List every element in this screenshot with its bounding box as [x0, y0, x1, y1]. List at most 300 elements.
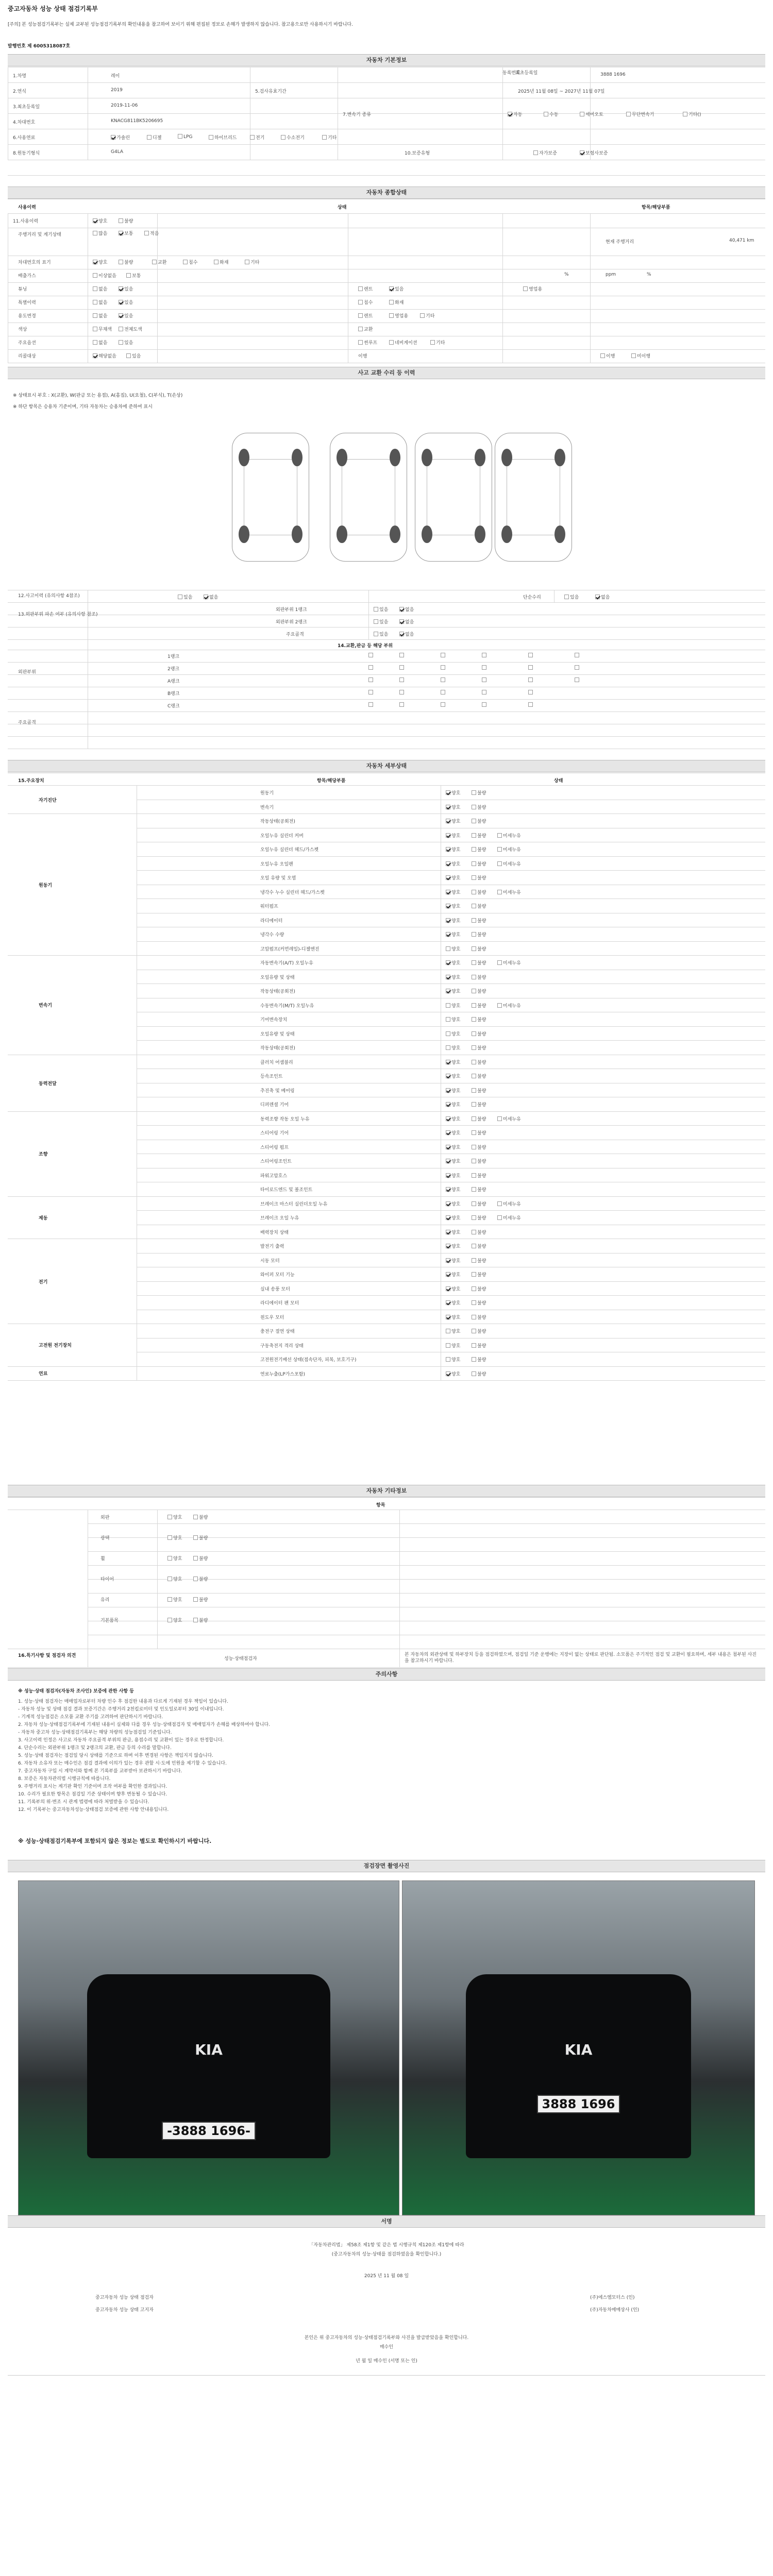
checkbox-box[interactable]: [178, 134, 182, 139]
checkbox-box[interactable]: [472, 1230, 476, 1234]
checkbox-box[interactable]: [472, 1244, 476, 1248]
checkbox-box[interactable]: [193, 1618, 198, 1622]
checkbox-option[interactable]: [93, 339, 107, 346]
checkbox-box[interactable]: [575, 653, 579, 657]
detail-option[interactable]: [472, 945, 486, 952]
detail-option[interactable]: [472, 1356, 486, 1363]
checkbox-option[interactable]: [564, 594, 579, 600]
checkbox-option[interactable]: [399, 618, 414, 625]
checkbox-box[interactable]: [368, 690, 373, 694]
checkbox-box[interactable]: [93, 313, 97, 318]
part-checkbox[interactable]: [528, 677, 534, 683]
checkbox-box[interactable]: [446, 1201, 450, 1206]
detail-option[interactable]: [446, 1200, 460, 1207]
checkbox-box[interactable]: [358, 340, 363, 345]
checkbox-box[interactable]: [472, 861, 476, 866]
checkbox-box[interactable]: [152, 260, 157, 264]
checkbox-box[interactable]: [119, 260, 123, 264]
checkbox-option[interactable]: [245, 259, 259, 265]
checkbox-box[interactable]: [472, 1145, 476, 1149]
detail-option[interactable]: [472, 1257, 486, 1264]
checkbox-box[interactable]: [472, 1357, 476, 1362]
checkbox-option[interactable]: [358, 339, 377, 346]
detail-option[interactable]: [472, 818, 486, 824]
checkbox-box[interactable]: [446, 861, 450, 866]
checkbox-option[interactable]: [119, 312, 133, 319]
checkbox-box[interactable]: [358, 327, 363, 331]
checkbox-box[interactable]: [399, 677, 404, 682]
checkbox-box[interactable]: [626, 112, 631, 116]
checkbox-option[interactable]: [93, 312, 107, 319]
checkbox-box[interactable]: [446, 1244, 450, 1248]
detail-option[interactable]: [472, 988, 486, 994]
detail-option[interactable]: [446, 1229, 460, 1235]
checkbox-box[interactable]: [472, 1329, 476, 1333]
detail-option[interactable]: [446, 931, 460, 938]
detail-option[interactable]: [472, 860, 486, 867]
checkbox-box[interactable]: [93, 273, 97, 278]
checkbox-box[interactable]: [93, 286, 97, 291]
checkbox-option[interactable]: [119, 217, 133, 224]
detail-option[interactable]: [446, 1342, 460, 1349]
detail-option[interactable]: [446, 789, 460, 796]
etc-option[interactable]: [167, 1514, 182, 1520]
checkbox-box[interactable]: [446, 1315, 450, 1319]
checkbox-option[interactable]: [250, 134, 264, 141]
detail-option[interactable]: [472, 917, 486, 924]
checkbox-box[interactable]: [472, 918, 476, 923]
checkbox-box[interactable]: [93, 218, 97, 223]
etc-option[interactable]: [167, 1555, 182, 1562]
checkbox-box[interactable]: [472, 1159, 476, 1163]
checkbox-box[interactable]: [497, 1003, 502, 1008]
checkbox-option[interactable]: [93, 326, 112, 332]
checkbox-box[interactable]: [446, 946, 450, 951]
detail-option[interactable]: [472, 1285, 486, 1292]
detail-option[interactable]: [446, 945, 460, 952]
checkbox-box[interactable]: [446, 975, 450, 979]
etc-option[interactable]: [167, 1617, 182, 1623]
checkbox-box[interactable]: [167, 1577, 172, 1581]
checkbox-option[interactable]: [119, 339, 133, 346]
checkbox-box[interactable]: [497, 1116, 502, 1121]
checkbox-box[interactable]: [446, 1060, 450, 1064]
checkbox-option[interactable]: [580, 149, 608, 156]
part-checkbox[interactable]: [441, 690, 446, 696]
checkbox-option[interactable]: [358, 326, 373, 332]
checkbox-box[interactable]: [446, 1272, 450, 1277]
checkbox-box[interactable]: [472, 1031, 476, 1036]
checkbox-box[interactable]: [631, 353, 636, 358]
detail-option[interactable]: [472, 1299, 486, 1306]
checkbox-box[interactable]: [399, 665, 404, 670]
checkbox-box[interactable]: [482, 702, 486, 707]
checkbox-box[interactable]: [497, 960, 502, 965]
checkbox-box[interactable]: [472, 1088, 476, 1093]
checkbox-box[interactable]: [472, 1116, 476, 1121]
part-checkbox[interactable]: [441, 653, 446, 658]
detail-option[interactable]: [472, 1073, 486, 1079]
checkbox-box[interactable]: [472, 960, 476, 965]
checkbox-option[interactable]: [93, 259, 107, 265]
checkbox-option[interactable]: [214, 259, 228, 265]
checkbox-box[interactable]: [250, 135, 255, 140]
detail-option[interactable]: [446, 1299, 460, 1306]
checkbox-box[interactable]: [399, 619, 404, 624]
checkbox-box[interactable]: [528, 690, 533, 694]
checkbox-box[interactable]: [533, 150, 538, 155]
checkbox-box[interactable]: [93, 260, 97, 264]
checkbox-option[interactable]: [389, 339, 417, 346]
detail-option[interactable]: [446, 1158, 460, 1164]
detail-option[interactable]: [472, 959, 486, 966]
detail-option[interactable]: [472, 903, 486, 909]
checkbox-option[interactable]: [508, 111, 522, 117]
checkbox-box[interactable]: [446, 1074, 450, 1078]
detail-option[interactable]: [446, 1314, 460, 1320]
checkbox-box[interactable]: [446, 1116, 450, 1121]
checkbox-box[interactable]: [399, 632, 404, 636]
checkbox-option[interactable]: [533, 149, 557, 156]
detail-option[interactable]: [446, 1144, 460, 1150]
part-checkbox[interactable]: [482, 665, 488, 671]
checkbox-box[interactable]: [167, 1597, 172, 1602]
checkbox-box[interactable]: [472, 946, 476, 951]
checkbox-box[interactable]: [472, 890, 476, 894]
checkbox-box[interactable]: [374, 607, 378, 612]
checkbox-box[interactable]: [482, 665, 486, 670]
detail-option[interactable]: [446, 804, 460, 810]
checkbox-option[interactable]: [374, 618, 388, 625]
checkbox-box[interactable]: [446, 1300, 450, 1305]
detail-option[interactable]: [472, 1243, 486, 1249]
checkbox-box[interactable]: [193, 1535, 198, 1540]
part-checkbox[interactable]: [441, 702, 446, 708]
detail-option[interactable]: [446, 1087, 460, 1094]
checkbox-box[interactable]: [441, 653, 445, 657]
checkbox-box[interactable]: [472, 819, 476, 823]
checkbox-box[interactable]: [178, 595, 182, 599]
checkbox-box[interactable]: [93, 300, 97, 304]
checkbox-box[interactable]: [472, 1272, 476, 1277]
checkbox-box[interactable]: [472, 805, 476, 809]
checkbox-box[interactable]: [497, 833, 502, 838]
checkbox-box[interactable]: [446, 904, 450, 908]
checkbox-box[interactable]: [472, 1045, 476, 1050]
checkbox-box[interactable]: [209, 135, 213, 140]
detail-option[interactable]: [497, 860, 521, 867]
etc-option[interactable]: [167, 1596, 182, 1603]
checkbox-option[interactable]: [119, 259, 133, 265]
checkbox-box[interactable]: [497, 1201, 502, 1206]
detail-option[interactable]: [472, 1030, 486, 1037]
checkbox-box[interactable]: [93, 340, 97, 345]
detail-option[interactable]: [446, 903, 460, 909]
part-checkbox[interactable]: [368, 653, 374, 658]
etc-option[interactable]: [193, 1514, 208, 1520]
checkbox-option[interactable]: [631, 352, 650, 359]
checkbox-box[interactable]: [368, 653, 373, 657]
etc-option[interactable]: [193, 1617, 208, 1623]
checkbox-option[interactable]: [399, 631, 414, 637]
checkbox-box[interactable]: [446, 1258, 450, 1263]
checkbox-option[interactable]: [126, 272, 141, 279]
checkbox-box[interactable]: [93, 327, 97, 331]
detail-option[interactable]: [472, 1044, 486, 1051]
detail-option[interactable]: [446, 1285, 460, 1292]
detail-option[interactable]: [446, 1186, 460, 1193]
checkbox-option[interactable]: [93, 285, 107, 292]
detail-option[interactable]: [446, 974, 460, 980]
checkbox-option[interactable]: [119, 326, 142, 332]
checkbox-box[interactable]: [544, 112, 548, 116]
checkbox-box[interactable]: [472, 989, 476, 993]
detail-option[interactable]: [472, 1314, 486, 1320]
checkbox-box[interactable]: [472, 1258, 476, 1263]
detail-option[interactable]: [472, 1214, 486, 1221]
checkbox-box[interactable]: [580, 112, 584, 116]
detail-option[interactable]: [446, 1101, 460, 1108]
checkbox-box[interactable]: [446, 1329, 450, 1333]
checkbox-option[interactable]: [600, 352, 615, 359]
checkbox-box[interactable]: [389, 313, 394, 318]
detail-option[interactable]: [497, 889, 521, 895]
checkbox-box[interactable]: [93, 353, 97, 358]
checkbox-box[interactable]: [389, 340, 394, 345]
checkbox-box[interactable]: [358, 286, 363, 291]
checkbox-box[interactable]: [446, 1031, 450, 1036]
part-checkbox[interactable]: [399, 690, 405, 696]
checkbox-box[interactable]: [580, 150, 584, 155]
detail-option[interactable]: [472, 1115, 486, 1122]
detail-option[interactable]: [446, 917, 460, 924]
part-checkbox[interactable]: [482, 677, 488, 683]
etc-option[interactable]: [193, 1575, 208, 1582]
checkbox-box[interactable]: [119, 327, 123, 331]
checkbox-box[interactable]: [446, 1159, 450, 1163]
part-checkbox[interactable]: [528, 690, 534, 696]
detail-option[interactable]: [472, 1186, 486, 1193]
checkbox-box[interactable]: [472, 1315, 476, 1319]
checkbox-box[interactable]: [472, 1017, 476, 1022]
etc-option[interactable]: [193, 1534, 208, 1541]
checkbox-box[interactable]: [374, 632, 378, 636]
detail-option[interactable]: [446, 1002, 460, 1009]
checkbox-box[interactable]: [420, 313, 425, 318]
checkbox-box[interactable]: [374, 619, 378, 624]
checkbox-box[interactable]: [508, 112, 512, 116]
checkbox-box[interactable]: [446, 1130, 450, 1135]
part-checkbox[interactable]: [399, 702, 405, 708]
checkbox-option[interactable]: [93, 272, 116, 279]
checkbox-box[interactable]: [446, 1003, 450, 1008]
checkbox-box[interactable]: [482, 653, 486, 657]
checkbox-option[interactable]: [399, 606, 414, 613]
checkbox-box[interactable]: [472, 833, 476, 838]
checkbox-box[interactable]: [119, 313, 123, 318]
checkbox-box[interactable]: [472, 1187, 476, 1192]
checkbox-box[interactable]: [523, 286, 528, 291]
checkbox-box[interactable]: [144, 231, 149, 235]
checkbox-box[interactable]: [472, 1215, 476, 1220]
detail-option[interactable]: [472, 1172, 486, 1179]
checkbox-box[interactable]: [472, 1286, 476, 1291]
checkbox-option[interactable]: [420, 312, 434, 319]
checkbox-box[interactable]: [193, 1597, 198, 1602]
checkbox-option[interactable]: [374, 631, 388, 637]
checkbox-option[interactable]: [147, 134, 161, 141]
part-checkbox[interactable]: [575, 653, 580, 658]
checkbox-box[interactable]: [575, 677, 579, 682]
checkbox-option[interactable]: [322, 134, 337, 141]
checkbox-box[interactable]: [389, 300, 394, 304]
part-checkbox[interactable]: [368, 690, 374, 696]
part-checkbox[interactable]: [482, 702, 488, 708]
part-checkbox[interactable]: [368, 677, 374, 683]
checkbox-box[interactable]: [93, 231, 97, 235]
checkbox-box[interactable]: [446, 1230, 450, 1234]
detail-option[interactable]: [472, 1229, 486, 1235]
detail-option[interactable]: [472, 832, 486, 839]
detail-option[interactable]: [472, 931, 486, 938]
part-checkbox[interactable]: [441, 677, 446, 683]
detail-option[interactable]: [446, 959, 460, 966]
detail-option[interactable]: [472, 1144, 486, 1150]
checkbox-box[interactable]: [472, 1130, 476, 1135]
detail-option[interactable]: [446, 1328, 460, 1334]
checkbox-box[interactable]: [446, 875, 450, 880]
detail-option[interactable]: [446, 874, 460, 881]
checkbox-option[interactable]: [93, 299, 107, 306]
checkbox-option[interactable]: [144, 230, 159, 236]
checkbox-box[interactable]: [446, 1045, 450, 1050]
checkbox-box[interactable]: [245, 260, 249, 264]
detail-option[interactable]: [472, 1271, 486, 1278]
detail-option[interactable]: [472, 1002, 486, 1009]
detail-option[interactable]: [472, 1129, 486, 1136]
part-checkbox[interactable]: [368, 702, 374, 708]
checkbox-box[interactable]: [446, 1017, 450, 1022]
etc-option[interactable]: [193, 1555, 208, 1562]
checkbox-option[interactable]: [93, 352, 116, 359]
checkbox-box[interactable]: [497, 847, 502, 852]
checkbox-option[interactable]: [523, 285, 542, 292]
checkbox-box[interactable]: [358, 300, 363, 304]
checkbox-option[interactable]: [93, 217, 107, 224]
detail-option[interactable]: [446, 1257, 460, 1264]
checkbox-box[interactable]: [126, 353, 131, 358]
part-checkbox[interactable]: [441, 665, 446, 671]
checkbox-box[interactable]: [472, 1102, 476, 1107]
detail-option[interactable]: [446, 846, 460, 853]
detail-option[interactable]: [446, 1059, 460, 1065]
part-checkbox[interactable]: [399, 653, 405, 658]
etc-option[interactable]: [193, 1596, 208, 1603]
checkbox-box[interactable]: [472, 1300, 476, 1305]
checkbox-option[interactable]: [430, 339, 445, 346]
checkbox-box[interactable]: [446, 805, 450, 809]
checkbox-box[interactable]: [119, 218, 123, 223]
checkbox-box[interactable]: [193, 1515, 198, 1519]
etc-option[interactable]: [167, 1534, 182, 1541]
checkbox-box[interactable]: [119, 340, 123, 345]
checkbox-box[interactable]: [167, 1618, 172, 1622]
checkbox-option[interactable]: [183, 259, 197, 265]
checkbox-option[interactable]: [126, 352, 141, 359]
checkbox-option[interactable]: [152, 259, 166, 265]
detail-option[interactable]: [446, 1370, 460, 1377]
checkbox-box[interactable]: [193, 1577, 198, 1581]
checkbox-box[interactable]: [119, 300, 123, 304]
part-checkbox[interactable]: [482, 653, 488, 658]
checkbox-option[interactable]: [93, 230, 107, 236]
checkbox-box[interactable]: [528, 665, 533, 670]
checkbox-box[interactable]: [600, 353, 605, 358]
checkbox-box[interactable]: [446, 1286, 450, 1291]
checkbox-box[interactable]: [111, 135, 115, 140]
part-checkbox[interactable]: [399, 677, 405, 683]
detail-option[interactable]: [446, 1030, 460, 1037]
detail-option[interactable]: [446, 1115, 460, 1122]
checkbox-option[interactable]: [358, 299, 373, 306]
detail-option[interactable]: [446, 832, 460, 839]
detail-option[interactable]: [472, 1158, 486, 1164]
detail-option[interactable]: [472, 1016, 486, 1023]
checkbox-option[interactable]: [358, 312, 373, 319]
checkbox-box[interactable]: [446, 1357, 450, 1362]
detail-option[interactable]: [472, 789, 486, 796]
checkbox-box[interactable]: [446, 890, 450, 894]
detail-option[interactable]: [497, 1214, 521, 1221]
checkbox-box[interactable]: [472, 1074, 476, 1078]
checkbox-box[interactable]: [528, 653, 533, 657]
checkbox-box[interactable]: [368, 702, 373, 707]
checkbox-box[interactable]: [472, 1201, 476, 1206]
checkbox-box[interactable]: [446, 819, 450, 823]
checkbox-box[interactable]: [322, 135, 327, 140]
checkbox-box[interactable]: [446, 1102, 450, 1107]
checkbox-box[interactable]: [472, 1003, 476, 1008]
checkbox-box[interactable]: [472, 932, 476, 937]
checkbox-box[interactable]: [482, 677, 486, 682]
checkbox-box[interactable]: [399, 607, 404, 612]
checkbox-option[interactable]: [178, 134, 192, 140]
checkbox-box[interactable]: [446, 847, 450, 852]
checkbox-box[interactable]: [472, 847, 476, 852]
checkbox-option[interactable]: [544, 111, 558, 117]
checkbox-option[interactable]: [281, 134, 305, 141]
checkbox-box[interactable]: [472, 790, 476, 795]
checkbox-box[interactable]: [683, 112, 687, 116]
checkbox-box[interactable]: [441, 702, 445, 707]
checkbox-option[interactable]: [358, 285, 373, 292]
detail-option[interactable]: [472, 1370, 486, 1377]
checkbox-option[interactable]: [119, 285, 133, 292]
checkbox-box[interactable]: [147, 135, 152, 140]
checkbox-box[interactable]: [472, 1060, 476, 1064]
checkbox-box[interactable]: [564, 595, 569, 599]
detail-option[interactable]: [446, 988, 460, 994]
checkbox-box[interactable]: [528, 702, 533, 707]
checkbox-box[interactable]: [482, 690, 486, 694]
detail-option[interactable]: [446, 1243, 460, 1249]
detail-option[interactable]: [497, 846, 521, 853]
detail-option[interactable]: [446, 818, 460, 824]
checkbox-option[interactable]: [389, 285, 404, 292]
checkbox-box[interactable]: [446, 918, 450, 923]
detail-option[interactable]: [472, 874, 486, 881]
checkbox-box[interactable]: [446, 1088, 450, 1093]
